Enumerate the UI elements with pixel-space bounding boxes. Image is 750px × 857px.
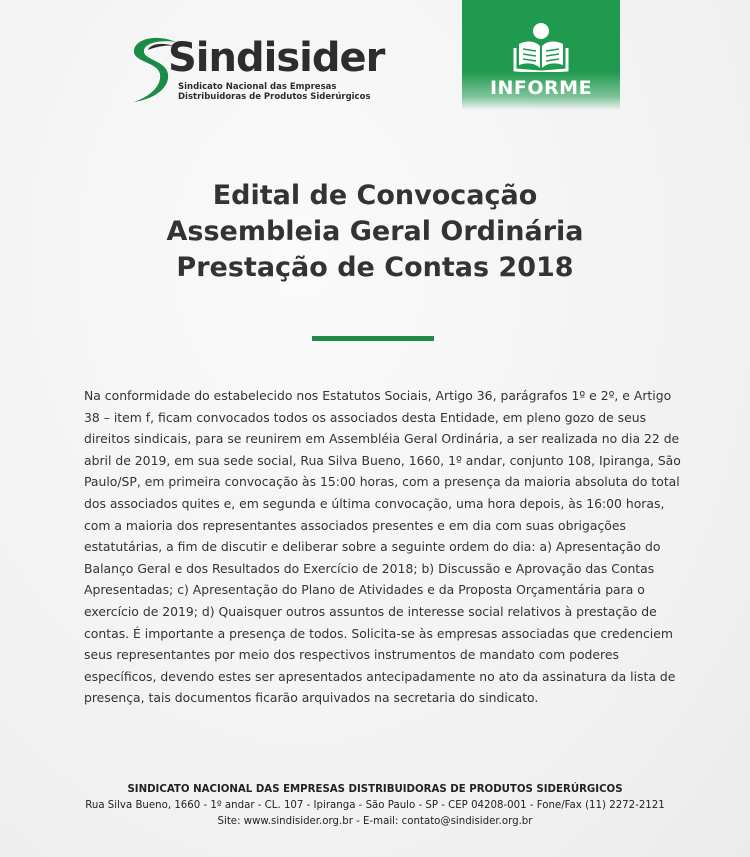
- title-line3: Prestação de Contas 2018: [176, 252, 574, 283]
- footer-address: Rua Silva Bueno, 1660 - 1º andar - CL. 107 - Ipiranga - São Paulo - SP - CEP 04208-001 - Fone/Fax (11) 2272-2121: [85, 800, 665, 811]
- logo-subtitle-line2: Distribuidoras de Produtos Siderúrgicos: [178, 92, 371, 102]
- sindisider-logo: [128, 34, 385, 104]
- title-line1: Edital de Convocação: [212, 180, 538, 211]
- footer-org-name: SINDICATO NACIONAL DAS EMPRESAS DISTRIBUIDORAS DE PRODUTOS SIDERÚRGICOS: [127, 784, 623, 795]
- logo-subtitle-line1: Sindicato Nacional das Empresas: [178, 82, 337, 92]
- informe-badge: [462, 0, 620, 110]
- logo-subtitle: [178, 82, 378, 102]
- body-paragraph: Na conformidade do estabelecido nos Estatutos Sociais, Artigo 36, parágrafos 1º e 2º, e Artigo 38 – item f, ficam convocados todos os associados desta Entidade, em pleno gozo de seus direitos sindicais, para se reunirem em Assembléia Geral Ordinária, a ser realizada no dia 22 de abril de 2019, em sua sede social, Rua Silva Bueno, 1660, 1º andar, conjunto 108, Ipiranga, São Paulo/SP, em primeira convocação às 15:00 horas, com a presença da maioria absoluta do total dos associados quites e, em segunda e última convocação, uma hora depois, às 16:00 horas, com a maioria dos representantes associados presentes e em dia com suas obrigações estatutárias, a fim de discutir e deliberar sobre a seguinte ordem do dia: a) Apresentação do Balanço Geral e dos Resultados do Exercício de 2018; b) Discussão e Aprovação das Contas Apresentadas; c) Apresentação do Plano de Atividades e da Proposta Orçamentária para o exercício de 2019; d) Quaisquer outros assuntos de interesse social relativos à prestação de contas. É importante a presença de todos. Solicita-se às empresas associadas que credenciem seus representantes por meio dos respectivos instrumentos de mandato com poderes específicos, devendo estes ser apresentados antecipadamente no ato da assinatura da lista de presença, tais documentos ficarão arquivados na secretaria do sindicato.: [84, 388, 681, 706]
- footer: [0, 782, 750, 830]
- open-book-reader-icon: [513, 22, 569, 72]
- document-title: [0, 178, 750, 286]
- badge-label: INFORME: [489, 77, 593, 99]
- title-line2: Assembleia Geral Ordinária: [166, 216, 584, 247]
- logo-wordmark: Sindisider: [168, 35, 385, 81]
- footer-contact: Site: www.sindisider.org.br - E-mail: contato@sindisider.org.br: [217, 816, 533, 827]
- title-divider: [312, 336, 434, 341]
